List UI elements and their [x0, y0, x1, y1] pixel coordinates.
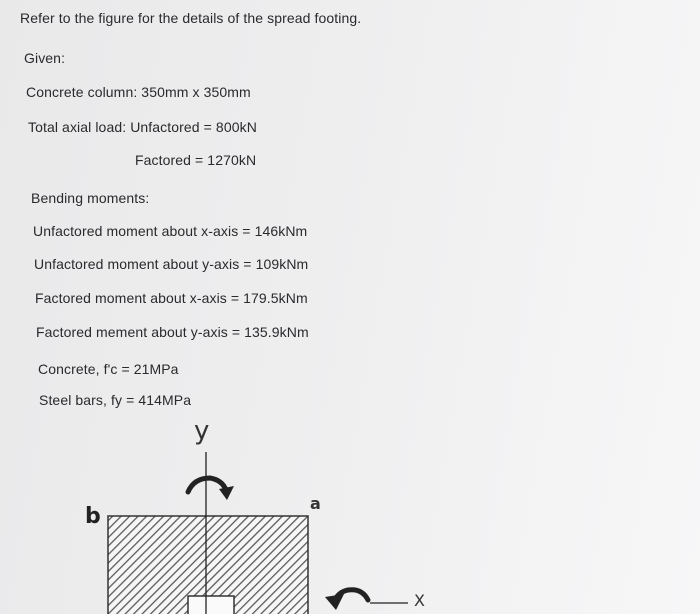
my-factored-text: Factored mement about y-axis = 135.9kNm	[36, 324, 309, 340]
x-axis-label: X	[414, 591, 425, 610]
axial-unfactored-text: Total axial load: Unfactored = 800kN	[28, 119, 257, 135]
given-heading: Given:	[24, 50, 66, 66]
column-text: Concrete column: 350mm x 350mm	[26, 84, 251, 100]
my-unfactored-text: Unfactored moment about y-axis = 109kNm	[34, 256, 309, 272]
mx-unfactored-text: Unfactored moment about x-axis = 146kNm	[33, 223, 308, 239]
column-section	[188, 596, 234, 614]
intro-text: Refer to the figure for the details of the spread footing.	[20, 10, 362, 26]
label-b: b	[85, 504, 101, 529]
concrete-strength-text: Concrete, f'c = 21MPa	[38, 361, 179, 377]
moment-y-arrow	[188, 478, 234, 500]
axial-factored-text: Factored = 1270kN	[135, 152, 257, 168]
steel-strength-text: Steel bars, fy = 414MPa	[39, 392, 192, 408]
y-axis-label: y	[194, 416, 210, 446]
label-a: a	[310, 494, 321, 513]
moment-x-arrow	[325, 590, 368, 610]
mx-factored-text: Factored moment about x-axis = 179.5kNm	[35, 290, 308, 306]
bending-heading: Bending moments:	[31, 190, 150, 206]
